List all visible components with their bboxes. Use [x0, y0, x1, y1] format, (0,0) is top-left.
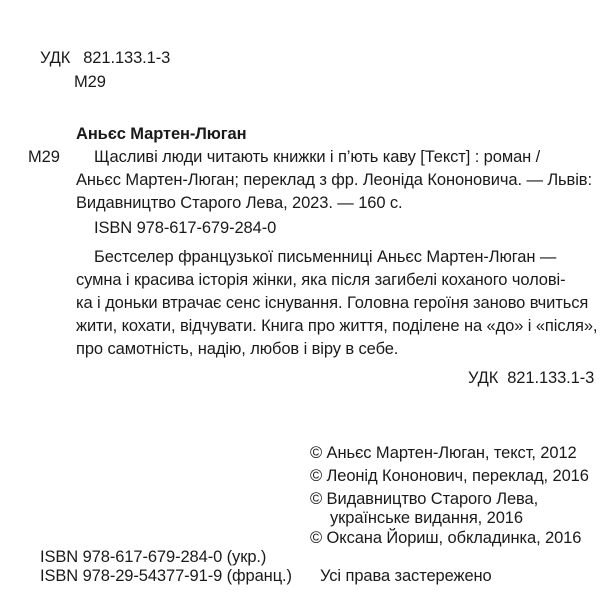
copyright-line-3: © Видавництво Старого Лева, [310, 490, 539, 508]
copyright-line-5: © Оксана Йориш, обкладинка, 2016 [310, 529, 582, 547]
entry-isbn: ISBN 978-617-679-284-0 [94, 219, 277, 237]
annotation-line-1: Бестселер французької письменниці Аньєс Мартен-Люган — [94, 248, 557, 266]
udk-top [40, 48, 170, 68]
annotation-line-5: про самотність, надію, любов і віру в себе. [76, 340, 399, 358]
description-line-2: Аньєс Мартен-Люган; переклад з фр. Леоніда Кононовича. — Львів: [76, 171, 592, 189]
udk-top-label: УДК [40, 49, 71, 67]
annotation-line-3: ка і доньки втрачає сенс існування. Головна героїня заново вчиться [76, 294, 589, 312]
copyright-line-2: © Леонід Кононович, переклад, 2016 [310, 467, 589, 485]
udk-bottom-value: 821.133.1-3 [507, 369, 595, 387]
udk-bottom-label: УДК [468, 369, 499, 387]
copyright-line-1: © Аньєс Мартен-Люган, текст, 2012 [310, 444, 577, 462]
description-line-3: Видавництво Старого Лева, 2023. — 160 с. [76, 194, 403, 212]
author-mark-entry: М29 [28, 148, 60, 166]
isbn-fr: ISBN 978-29-54377-91-9 (франц.) [40, 567, 292, 585]
udk-bottom [468, 368, 594, 388]
rights-notice: Усі права застережено [320, 567, 492, 585]
annotation-line-4: жити, кохати, відчувати. Книга про життя, поділене на «до» і «після», [76, 317, 598, 335]
copyright-line-4: українське видання, 2016 [330, 509, 523, 527]
annotation-line-2: сумна і красива історія жінки, яка після загибелі коханого чолові- [76, 271, 566, 289]
author-mark-top: М29 [74, 73, 106, 91]
udk-top-value: 821.133.1-3 [83, 49, 171, 67]
author-name: Аньєс Мартен-Люган [76, 125, 247, 143]
isbn-ukr: ISBN 978-617-679-284-0 (укр.) [40, 548, 267, 566]
description-line-1: Щасливі люди читають книжки і п’ють каву [Текст] : роман / [94, 148, 541, 166]
